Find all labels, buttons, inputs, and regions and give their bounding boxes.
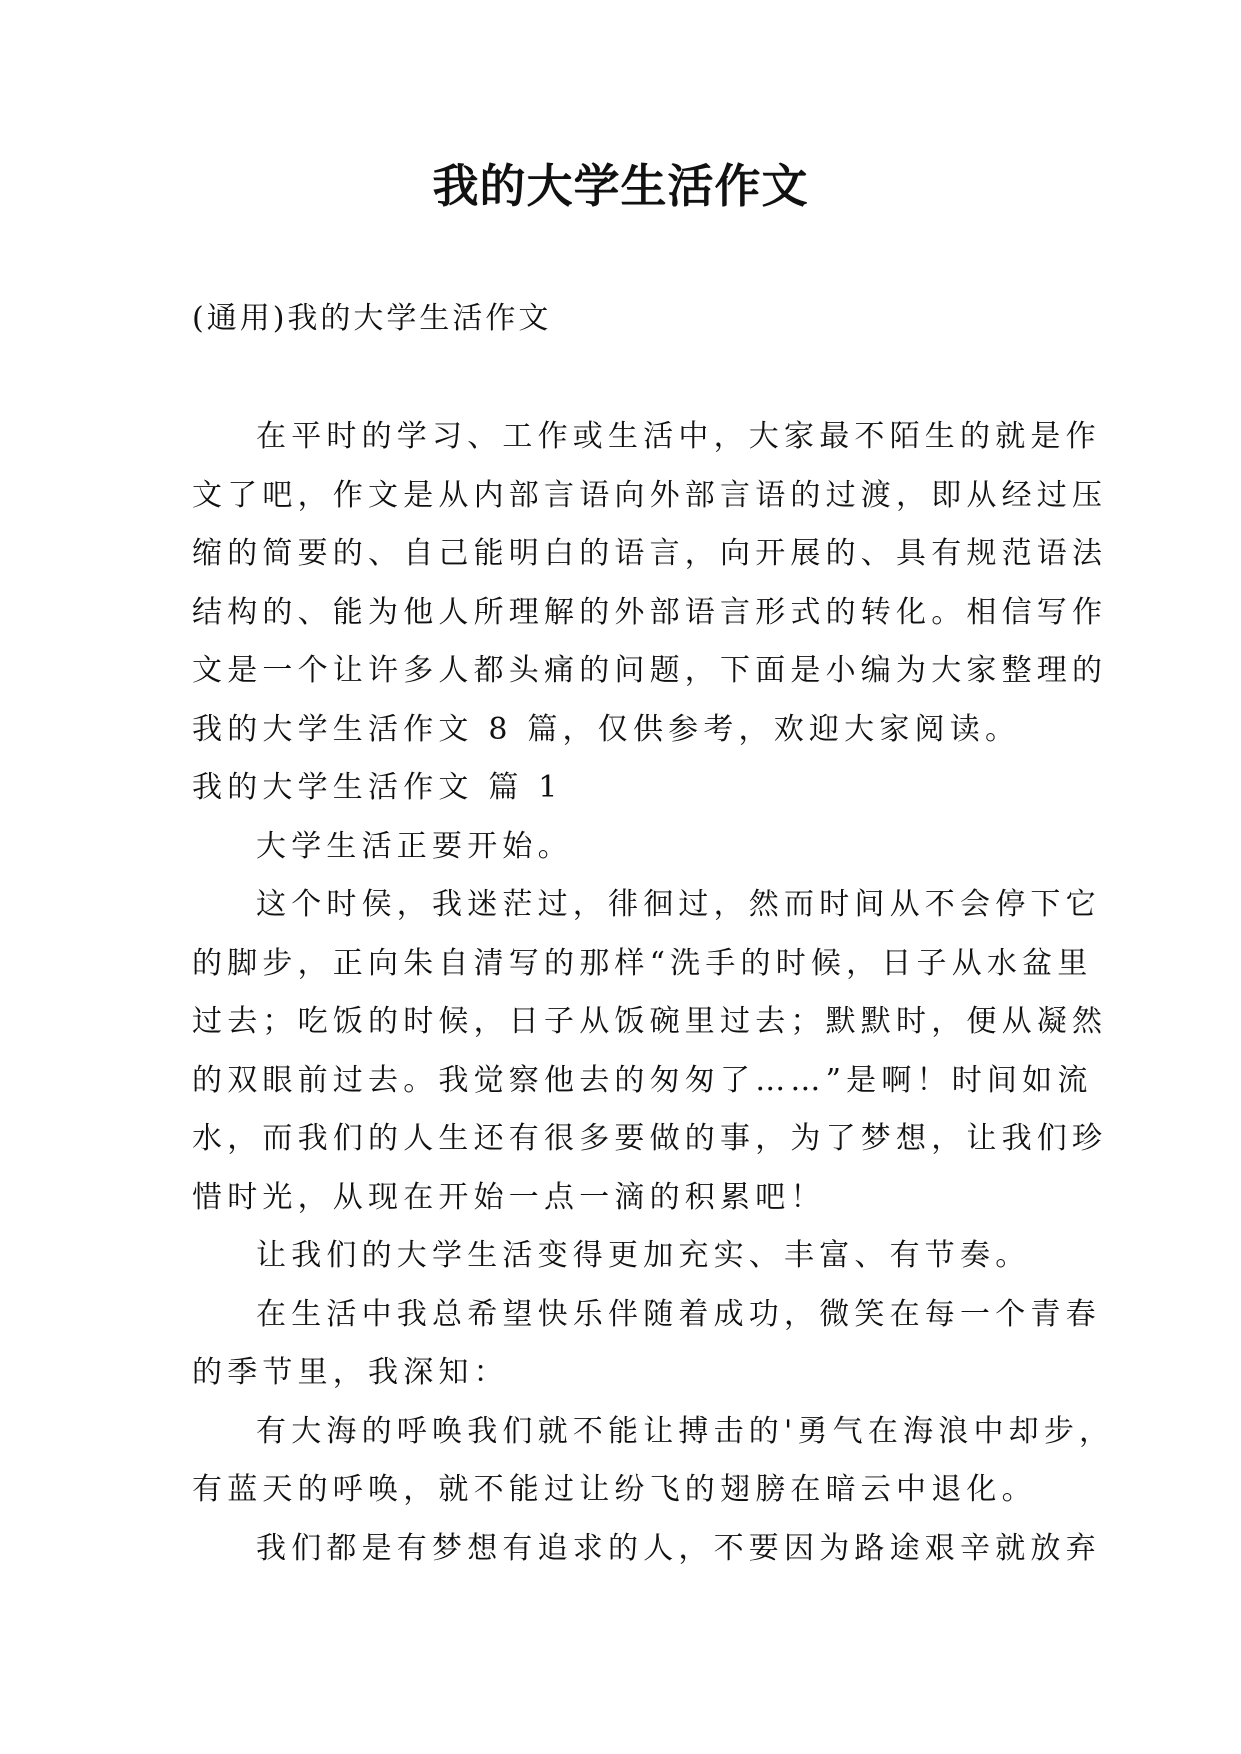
body-line: 惜时光，从现在开始一点一滴的积累吧！	[192, 1179, 826, 1215]
body-line: 有蓝天的呼唤，就不能过让纷飞的翅膀在暗云中退化。	[192, 1472, 1037, 1507]
body-line: 我的大学生活作文 8 篇，仅供参考，欢迎大家阅读。	[192, 711, 1021, 747]
document-subtitle: (通用)我的大学生活作文	[192, 301, 552, 336]
body-line: 文是一个让许多人都头痛的问题，下面是小编为大家整理的	[192, 653, 1108, 688]
document-title: 我的大学生活作文	[432, 159, 809, 213]
body-line: 在平时的学习、工作或生活中，大家最不陌生的就是作	[256, 419, 1101, 454]
body-line: 的季节里，我深知：	[192, 1355, 509, 1390]
body-line: 让我们的大学生活变得更加充实、丰富、有节奏。	[256, 1238, 1031, 1273]
body-line: 有大海的呼唤我们就不能让搏击的'勇气在海浪中却步，	[256, 1413, 1115, 1449]
body-line: 结构的、能为他人所理解的外部语言形式的转化。相信写作	[192, 594, 1108, 630]
section-heading: 我的大学生活作文 篇 1	[192, 770, 563, 805]
body-line: 这个时侯，我迷茫过，徘徊过，然而时间从不会停下它	[256, 887, 1101, 922]
body-line: 过去；吃饭的时候，日子从饭碗里过去；默默时，便从凝然	[192, 1004, 1108, 1039]
body-line: 文了吧，作文是从内部言语向外部言语的过渡，即从经过压	[192, 477, 1108, 513]
body-line: 缩的简要的、自己能明白的语言，向开展的、具有规范语法	[192, 536, 1108, 571]
body-line: 我们都是有梦想有追求的人，不要因为路途艰辛就放弃	[256, 1530, 1101, 1566]
document-body	[192, 408, 1115, 1578]
body-line: 大学生活正要开始。	[256, 828, 573, 864]
body-line: 的双眼前过去。我觉察他去的匆匆了……”是啊！时间如流	[192, 1062, 1093, 1098]
body-line: 水，而我们的人生还有很多要做的事，为了梦想，让我们珍	[192, 1121, 1108, 1156]
body-line: 的脚步，正向朱自清写的那样“洗手的时候，日子从水盆里	[192, 945, 1093, 981]
body-line: 在生活中我总希望快乐伴随着成功，微笑在每一个青春	[256, 1296, 1101, 1332]
